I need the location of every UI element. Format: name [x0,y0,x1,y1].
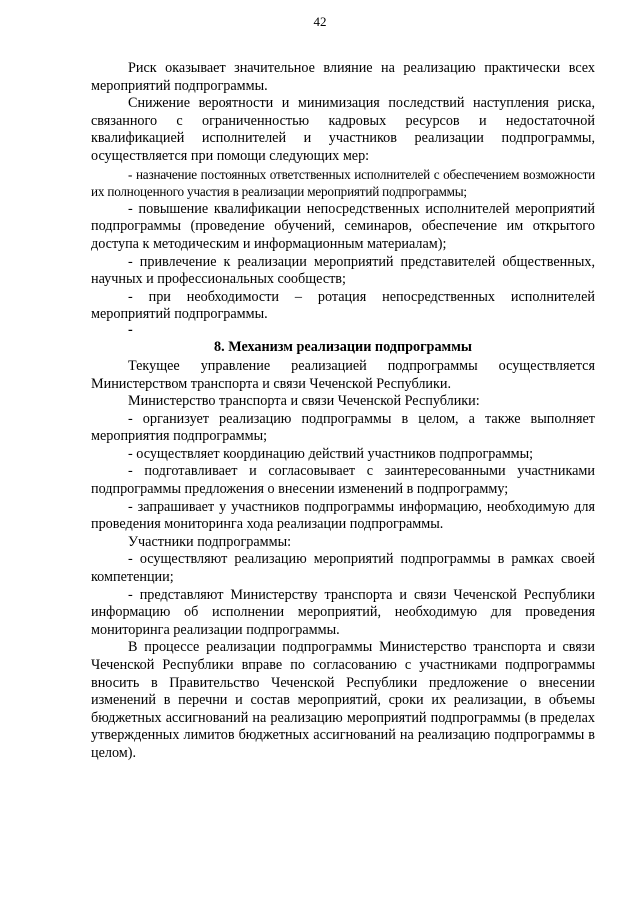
list-item: - осуществляют реализацию мероприятий подпрограммы в рамках своей компетенции; [91,551,595,586]
section-heading: 8. Механизм реализации подпрограммы [214,338,472,355]
stray-dash: - [128,321,133,338]
document-body [91,60,595,763]
paragraph: Министерство транспорта и связи Чеченской Республики: [128,393,480,410]
list-item: - при необходимости – ротация непосредственных исполнителей мероприятий подпрограммы. [91,288,595,323]
paragraph: Снижение вероятности и минимизация последствий наступления риска, связанного с ограниченностью кадровых ресурсов и недостаточной квалификацией исполнителей и участников реализации подпрограммы, осуществляется при помощи следующих мер: [91,95,595,164]
list-item: - назначение постоянных ответственных исполнителей с обеспечением возможности их полноценного участия в реализации мероприятий подпрограммы; [91,166,595,200]
list-item: - привлечение к реализации мероприятий представителей общественных, научных и профессиональных сообществ; [91,253,595,288]
paragraph: Текущее управление реализацией подпрограммы осуществляется Министерством транспорта и связи Чеченской Республики. [91,357,595,392]
list-item: - представляют Министерству транспорта и связи Чеченской Республики информацию об исполнении мероприятий, необходимую для проведения мониторинга реализации подпрограммы. [91,586,595,638]
list-item: - осуществляет координацию действий участников подпрограммы; [128,445,534,462]
list-item: - запрашивает у участников подпрограммы информацию, необходимую для проведения мониторинга хода реализации подпрограммы. [91,498,595,533]
list-item: - подготавливает и согласовывает с заинтересованными участниками подпрограммы предложения о внесении изменений в подпрограмму; [91,463,595,498]
list-item: - повышение квалификации непосредственных исполнителей мероприятий подпрограммы (проведение обучений, семинаров, обеспечение им открытого доступа к методическим и информационным материалам); [91,200,595,252]
list-item: - организует реализацию подпрограммы в целом, а также выполняет мероприятия подпрограммы; [91,410,595,445]
paragraph: В процессе реализации подпрограммы Министерство транспорта и связи Чеченской Республики вправе по согласованию с участниками подпрограммы вносить в Правительство Чеченской Республики предложение о внесении изменений в перечни и состав мероприятий, сроки их реализации, в объемы бюджетных ассигнований на реализацию мероприятий подпрограммы (в пределах утвержденных лимитов бюджетных ассигнований на реализацию подпрограммы в целом). [91,639,595,761]
paragraph: Участники подпрограммы: [128,533,292,550]
paragraph: Риск оказывает значительное влияние на реализацию практически всех мероприятий подпрограммы. [91,60,595,94]
page-number: 42 [313,14,327,29]
